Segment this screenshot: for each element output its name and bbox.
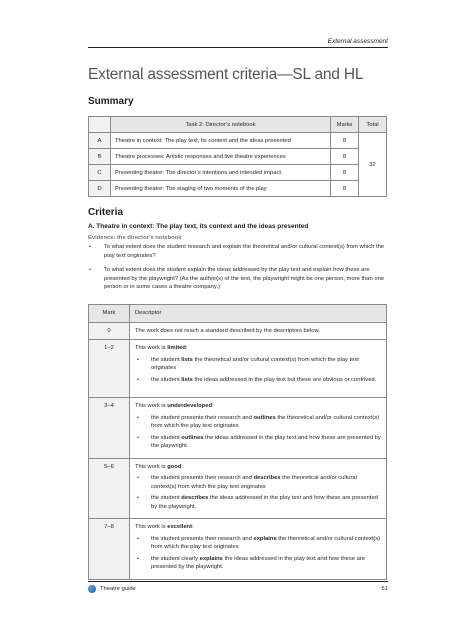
criterion-letter: C xyxy=(89,165,111,181)
descriptor-bullets xyxy=(135,414,381,451)
descriptor-bullet: • the student outlines the ideas addressed in the play text and how these are presented by the playwright. xyxy=(135,434,381,451)
descriptor-text: The work does not reach a standard described by the descriptors below. xyxy=(130,322,387,340)
level-lead: This work is xyxy=(135,403,168,409)
criterion-marks: 8 xyxy=(331,149,359,165)
descriptor-table xyxy=(88,304,387,580)
summary-total-header: Total xyxy=(359,117,387,133)
descriptor-row xyxy=(89,340,387,398)
footer-divider xyxy=(88,581,388,582)
level-statement xyxy=(135,402,381,411)
descriptor-cell xyxy=(130,398,387,459)
descriptor-cell xyxy=(130,340,387,398)
descriptor-bullet: • the student describes the ideas addressed in the play text and how these are presented by the playwright. xyxy=(135,494,381,511)
descriptor-bullets xyxy=(135,356,381,385)
running-header: External assessment xyxy=(327,38,388,45)
level-word: limited xyxy=(167,345,186,351)
evidence-label: Evidence: the director’s notebook xyxy=(88,235,182,241)
criterion-description: Presenting theatre: The staging of two moments of the play xyxy=(111,181,331,197)
criterion-letter: B xyxy=(89,149,111,165)
criterion-marks: 8 xyxy=(331,181,359,197)
criterion-letter: D xyxy=(89,181,111,197)
descriptor-row xyxy=(89,398,387,459)
ib-globe-icon xyxy=(88,585,96,593)
descriptor-row xyxy=(89,519,387,580)
level-lead: This work is xyxy=(135,345,168,351)
criterion-a-title: A. Theatre in context: The play text, its context and the ideas presented xyxy=(88,223,309,230)
mark-band: 3–4 xyxy=(89,398,130,459)
header-divider xyxy=(88,47,388,48)
level-word: excellent xyxy=(167,524,193,530)
level-colon: : xyxy=(185,345,188,351)
mark-band: 0 xyxy=(89,322,130,340)
question-item: • To what extent does the student research and explain the theoretical and/or cultural context(s) from which the play text originates? xyxy=(88,243,388,260)
level-colon: : xyxy=(181,463,184,470)
mark-band: 1–2 xyxy=(89,340,130,398)
summary-row xyxy=(89,149,387,165)
page-number: 51 xyxy=(381,586,388,592)
descriptor-bullets xyxy=(135,535,381,572)
level-colon: : xyxy=(192,524,194,530)
descriptor-bullet: • the student presents their research and explains the theoretical and/or cultural context(s) from which the play text originates xyxy=(135,535,381,552)
summary-total: 32 xyxy=(359,133,387,197)
footer-guide-name: Theatre guide xyxy=(100,586,136,592)
criterion-letter: A xyxy=(89,133,111,149)
descriptor-header-row xyxy=(89,305,387,323)
summary-marks-header: Marks xyxy=(331,117,359,133)
descriptor-bullet: • the student lists the ideas addressed in the play text but these are obvious or contrived. xyxy=(135,376,381,385)
level-statement xyxy=(135,463,381,472)
mark-band: 7–8 xyxy=(89,519,130,580)
descriptor-header: Descriptor xyxy=(130,305,387,323)
level-colon: : xyxy=(212,403,214,409)
summary-letter-header xyxy=(89,117,111,133)
criterion-description: Presenting theatre: The director’s intentions and intended impact xyxy=(111,165,331,181)
summary-task-header: Task 2: Director’s notebook xyxy=(111,117,331,133)
level-statement xyxy=(135,344,381,353)
mark-header: Mark xyxy=(89,305,130,323)
criterion-description: Theatre processes: Artistic responses and live theatre experiences xyxy=(111,149,331,165)
descriptor-bullets xyxy=(135,474,381,511)
criteria-heading: Criteria xyxy=(88,207,124,218)
summary-header-row xyxy=(89,117,387,133)
summary-row xyxy=(89,133,387,149)
descriptor-bullet: • the student lists the theoretical and/or cultural context(s) from which the play text originates xyxy=(135,356,381,373)
summary-heading: Summary xyxy=(88,96,134,107)
descriptor-cell xyxy=(130,458,387,519)
level-word: good xyxy=(167,463,182,470)
summary-table xyxy=(88,116,387,197)
level-lead: This work is xyxy=(135,463,168,470)
descriptor-bullet: • the student clearly explains the ideas addressed in the play text and how these are presented by the playwright. xyxy=(135,555,381,572)
descriptor-bullet: • the student presents their research and outlines the theoretical and/or cultural context(s) from which the play text originates xyxy=(135,414,381,431)
level-lead: This work is xyxy=(135,524,168,530)
descriptor-row xyxy=(89,322,387,340)
page-title: External assessment criteria—SL and HL xyxy=(88,66,364,83)
summary-row xyxy=(89,165,387,181)
level-statement xyxy=(135,523,381,532)
criterion-marks: 8 xyxy=(331,165,359,181)
question-item: • To what extent does the student explain the ideas addressed by the play text and explain how these are presented by the playwright? (As the author(s) of the text, the playwright might be one person, more than one person or in some cases a theatre company.) xyxy=(88,266,388,292)
criterion-questions xyxy=(88,243,388,298)
summary-row xyxy=(89,181,387,197)
descriptor-bullet: • the student presents their research and describes the theoretical and/or cultural context(s) from which the play text originates xyxy=(135,474,381,491)
descriptor-row xyxy=(89,458,387,519)
mark-band: 5–6 xyxy=(89,458,130,519)
descriptor-cell xyxy=(130,519,387,580)
criterion-marks: 8 xyxy=(331,133,359,149)
criterion-description: Theatre in context: The play text, its context and the ideas presented xyxy=(111,133,331,149)
level-word: underdeveloped xyxy=(167,403,212,409)
